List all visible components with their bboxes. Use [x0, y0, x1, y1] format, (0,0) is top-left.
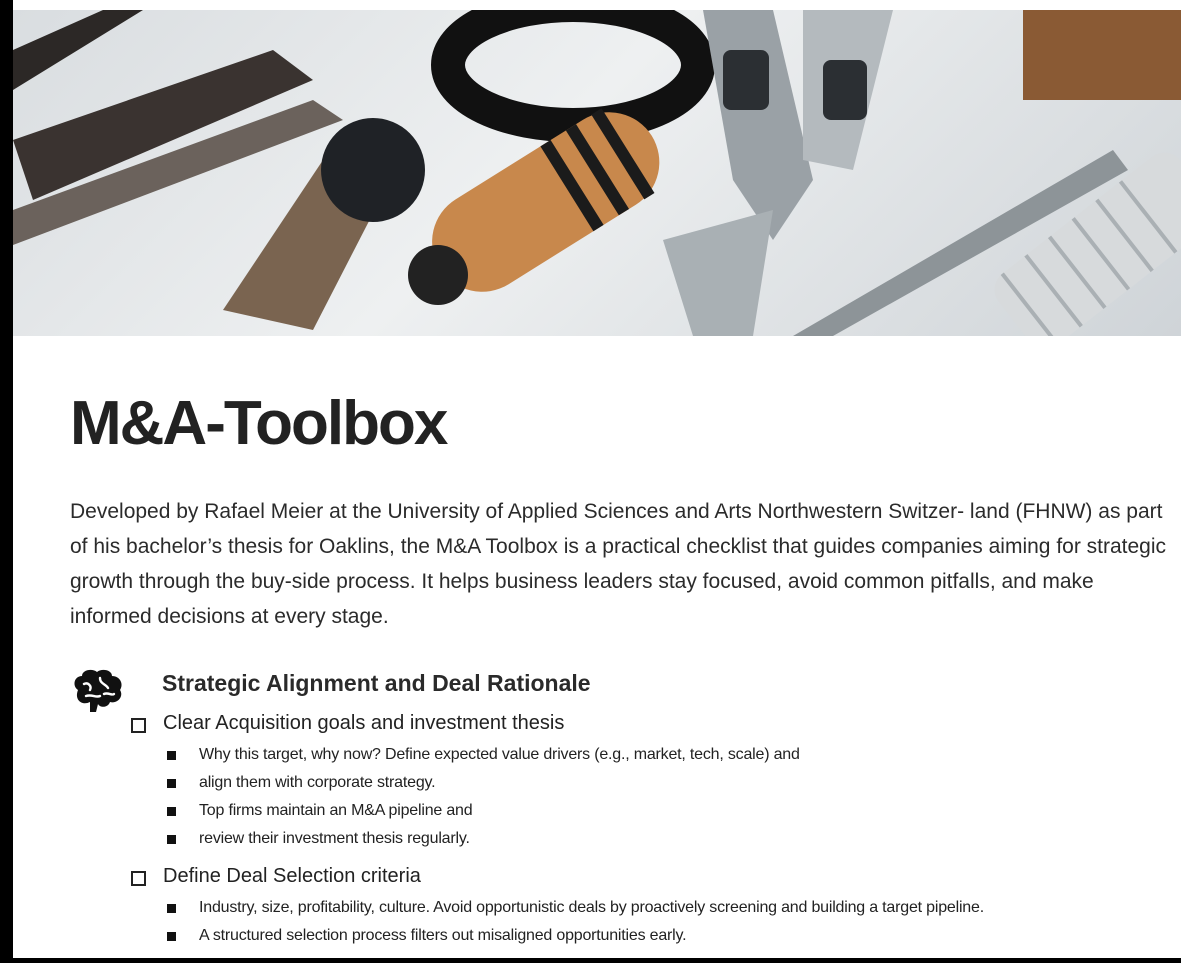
list-item: Industry, size, profitability, culture. Avoid opportunistic deals by proactively screening and building a target pipeline. [167, 894, 984, 922]
page-title: M&A-Toolbox [70, 389, 447, 458]
checkbox[interactable] [131, 718, 146, 733]
bullet-square-icon [167, 807, 176, 816]
checklist-item-label: Define Deal Selection criteria [163, 865, 421, 887]
intro-paragraph: Developed by Rafael Meier at the University of Applied Sciences and Arts Northwestern Switzer- land (FHNW) as part of his bachelor’s thesis for Oaklins, the M&A Toolbox is a practical checklist that guides companies aiming for strategic growth through the buy-side process. It helps business leaders stay focused, avoid common pitfalls, and make informed decisions at every stage. [70, 500, 1167, 628]
bullet-list [167, 741, 800, 853]
document-page [13, 0, 1181, 958]
bullet-square-icon [167, 932, 176, 941]
section-title: Strategic Alignment and Deal Rationale [162, 670, 591, 696]
bullet-square-icon [167, 779, 176, 788]
checklist-item-label: Clear Acquisition goals and investment thesis [163, 712, 565, 734]
list-item: Why this target, why now? Define expected value drivers (e.g., market, tech, scale) and [167, 741, 800, 769]
hero-image [13, 10, 1181, 336]
bullet-list [167, 894, 984, 950]
bullet-square-icon [167, 835, 176, 844]
list-item: align them with corporate strategy. [167, 769, 800, 797]
brain-icon [70, 668, 128, 712]
list-item: review their investment thesis regularly. [167, 825, 800, 853]
checkbox[interactable] [131, 871, 146, 886]
bullet-square-icon [167, 904, 176, 913]
bullet-square-icon [167, 751, 176, 760]
list-item: A structured selection process filters out misaligned opportunities early. [167, 922, 984, 950]
list-item: Top firms maintain an M&A pipeline and [167, 797, 800, 825]
tools-photo-icon [13, 10, 1181, 336]
